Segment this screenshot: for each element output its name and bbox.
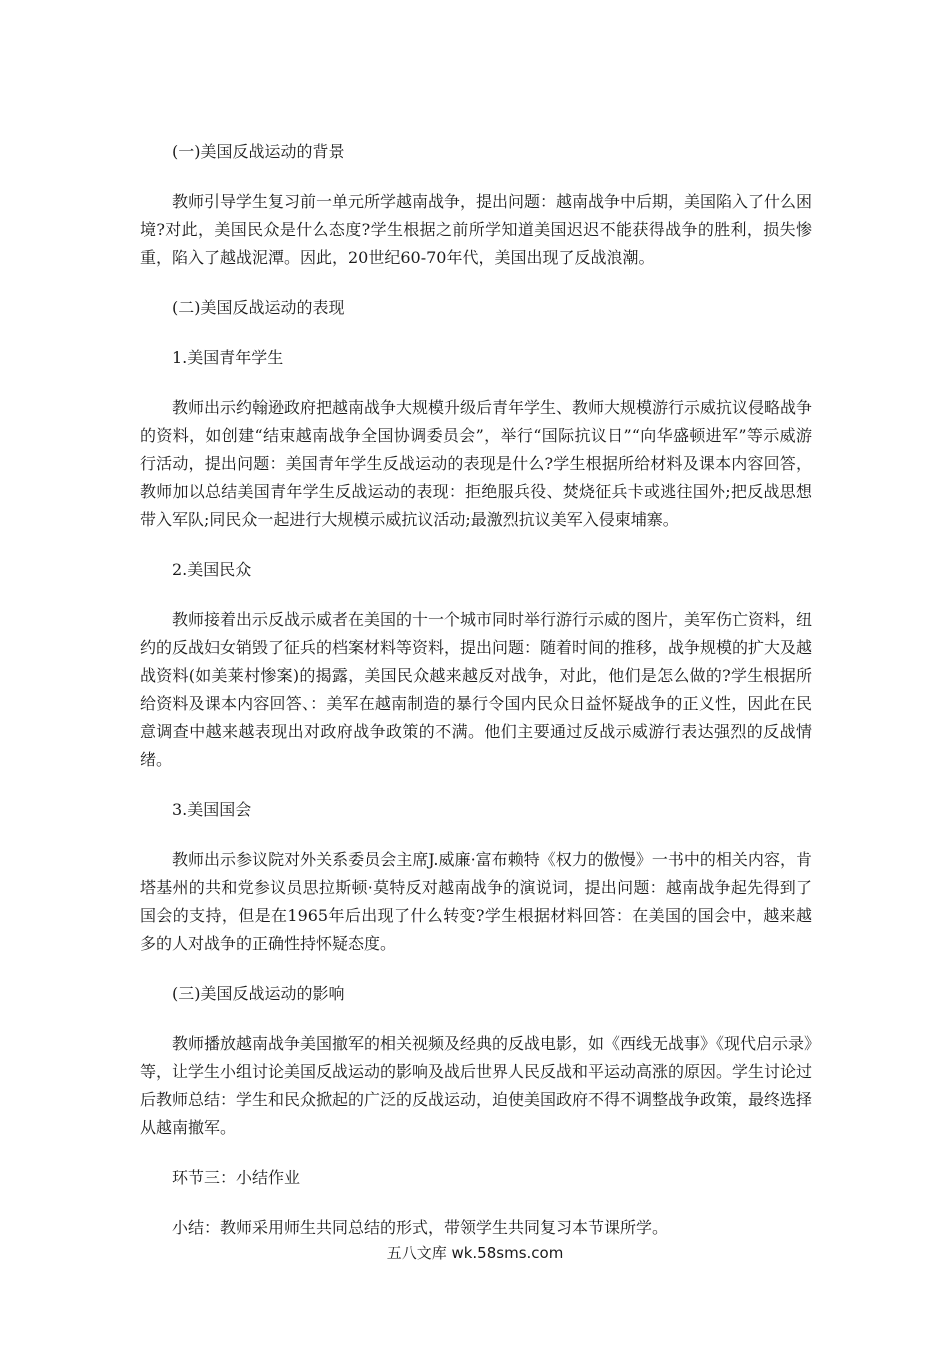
paragraph-public: 教师接着出示反战示威者在美国的十一个城市同时举行游行示威的图片，美军伤亡资料，纽约的反战妇女销毁了征兵的档案材料等资料，提出问题：随着时间的推移，战争规模的扩大及越战资料(如美莱村惨案)的揭露，美国民众越来越反对战争，对此，他们是怎么做的?学生根据所给资料及课本内容回答、：美军在越南制造的暴行令国内民众日益怀疑战争的正义性，因此在民意调查中越来越表现出对政府战争政策的不满。他们主要通过反战示威游行表达强烈的反战情绪。	[140, 610, 813, 769]
paragraph-background: 教师引导学生复习前一单元所学越南战争，提出问题：越南战争中后期，美国陷入了什么困境?对此，美国民众是什么态度?学生根据之前所学知道美国迟迟不能获得战争的胜利，损失惨重，陷入了越战泥潭。因此，20世纪60-70年代，美国出现了反战浪潮。	[140, 192, 813, 267]
document-body	[140, 138, 812, 1264]
section-heading-impact: (三)美国反战运动的影响	[172, 984, 345, 1003]
subheading-public: 2.美国民众	[172, 560, 252, 579]
subheading-congress: 3.美国国会	[172, 800, 252, 819]
paragraph-congress: 教师出示参议院对外关系委员会主席J.威廉·富布赖特《权力的傲慢》一书中的相关内容，肯塔基州的共和党参议员思拉斯顿·莫特反对越南战争的演说词，提出问题：越南战争起先得到了国会的支持，但是在1965年后出现了什么转变?学生根据材料回答：在美国的国会中，越来越多的人对战争的正确性持怀疑态度。	[140, 850, 812, 953]
section-heading-background: (一)美国反战运动的背景	[172, 142, 345, 161]
section-heading-summary: 环节三：小结作业	[172, 1168, 301, 1187]
subheading-students: 1.美国青年学生	[172, 348, 284, 367]
section-heading-manifestation: (二)美国反战运动的表现	[172, 298, 345, 317]
footer-watermark: 五八文库 wk.58sms.com	[386, 1244, 564, 1262]
paragraph-students: 教师出示约翰逊政府把越南战争大规模升级后青年学生、教师大规模游行示威抗议侵略战争的资料，如创建“结束越南战争全国协调委员会”，举行“国际抗议日”“向华盛顿进军”等示威游行活动，提出问题：美国青年学生反战运动的表现是什么?学生根据所给材料及课本内容回答，教师加以总结美国青年学生反战运动的表现：拒绝服兵役、焚烧征兵卡或逃往国外;把反战思想带入军队;同民众一起进行大规模示威抗议活动;最激烈抗议美军入侵柬埔寨。	[140, 398, 813, 529]
summary-line: 小结：教师采用师生共同总结的形式，带领学生共同复习本节课所学。	[172, 1218, 669, 1237]
paragraph-impact: 教师播放越南战争美国撤军的相关视频及经典的反战电影，如《西线无战事》《现代启示录》等，让学生小组讨论美国反战运动的影响及战后世界人民反战和平运动高涨的原因。学生讨论过后教师总结：学生和民众掀起的广泛的反战运动，迫使美国政府不得不调整战争政策，最终选择从越南撤军。	[140, 1034, 813, 1137]
